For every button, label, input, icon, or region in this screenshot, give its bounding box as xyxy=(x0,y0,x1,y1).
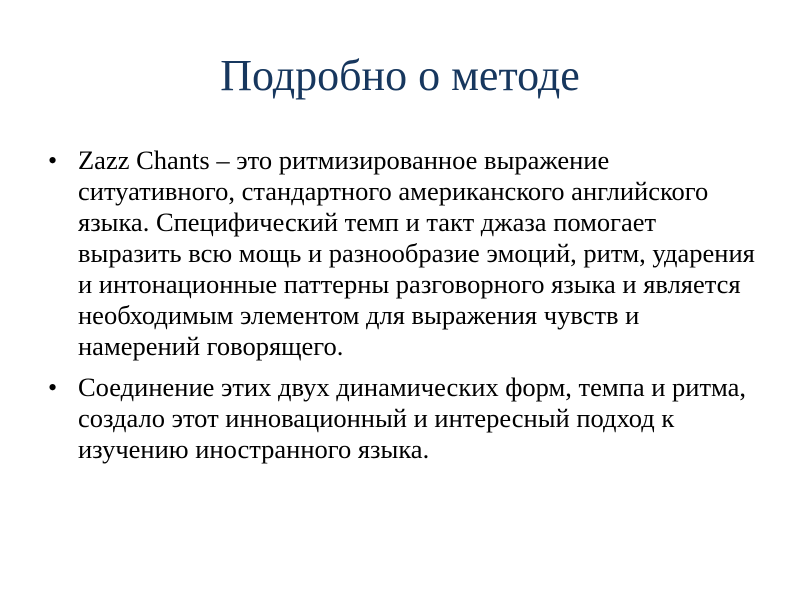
bullet-item xyxy=(46,372,762,465)
bullet-text: Соединение этих двух динамических форм, темпа и ритма, создало этот инновационный и интересный подход к изучению иностранного языка. xyxy=(78,372,747,464)
bullet-text: Zazz Chants – это ритмизированное выражение ситуативного, стандартного американского английского языка. Специфический темп и такт джаза помогает выразить всю мощь и разнообразие эмоций, ритм, ударения и интонационные паттерны разговорного языка и является необходимым элементом для выражения чувств и намерений говорящего. xyxy=(78,145,755,361)
bullet-dot-icon: • xyxy=(48,373,58,402)
bullet-item xyxy=(46,145,762,362)
bullet-list xyxy=(46,145,762,475)
bullet-dot-icon: • xyxy=(48,146,58,175)
slide-title: Подробно о методе xyxy=(220,51,580,100)
